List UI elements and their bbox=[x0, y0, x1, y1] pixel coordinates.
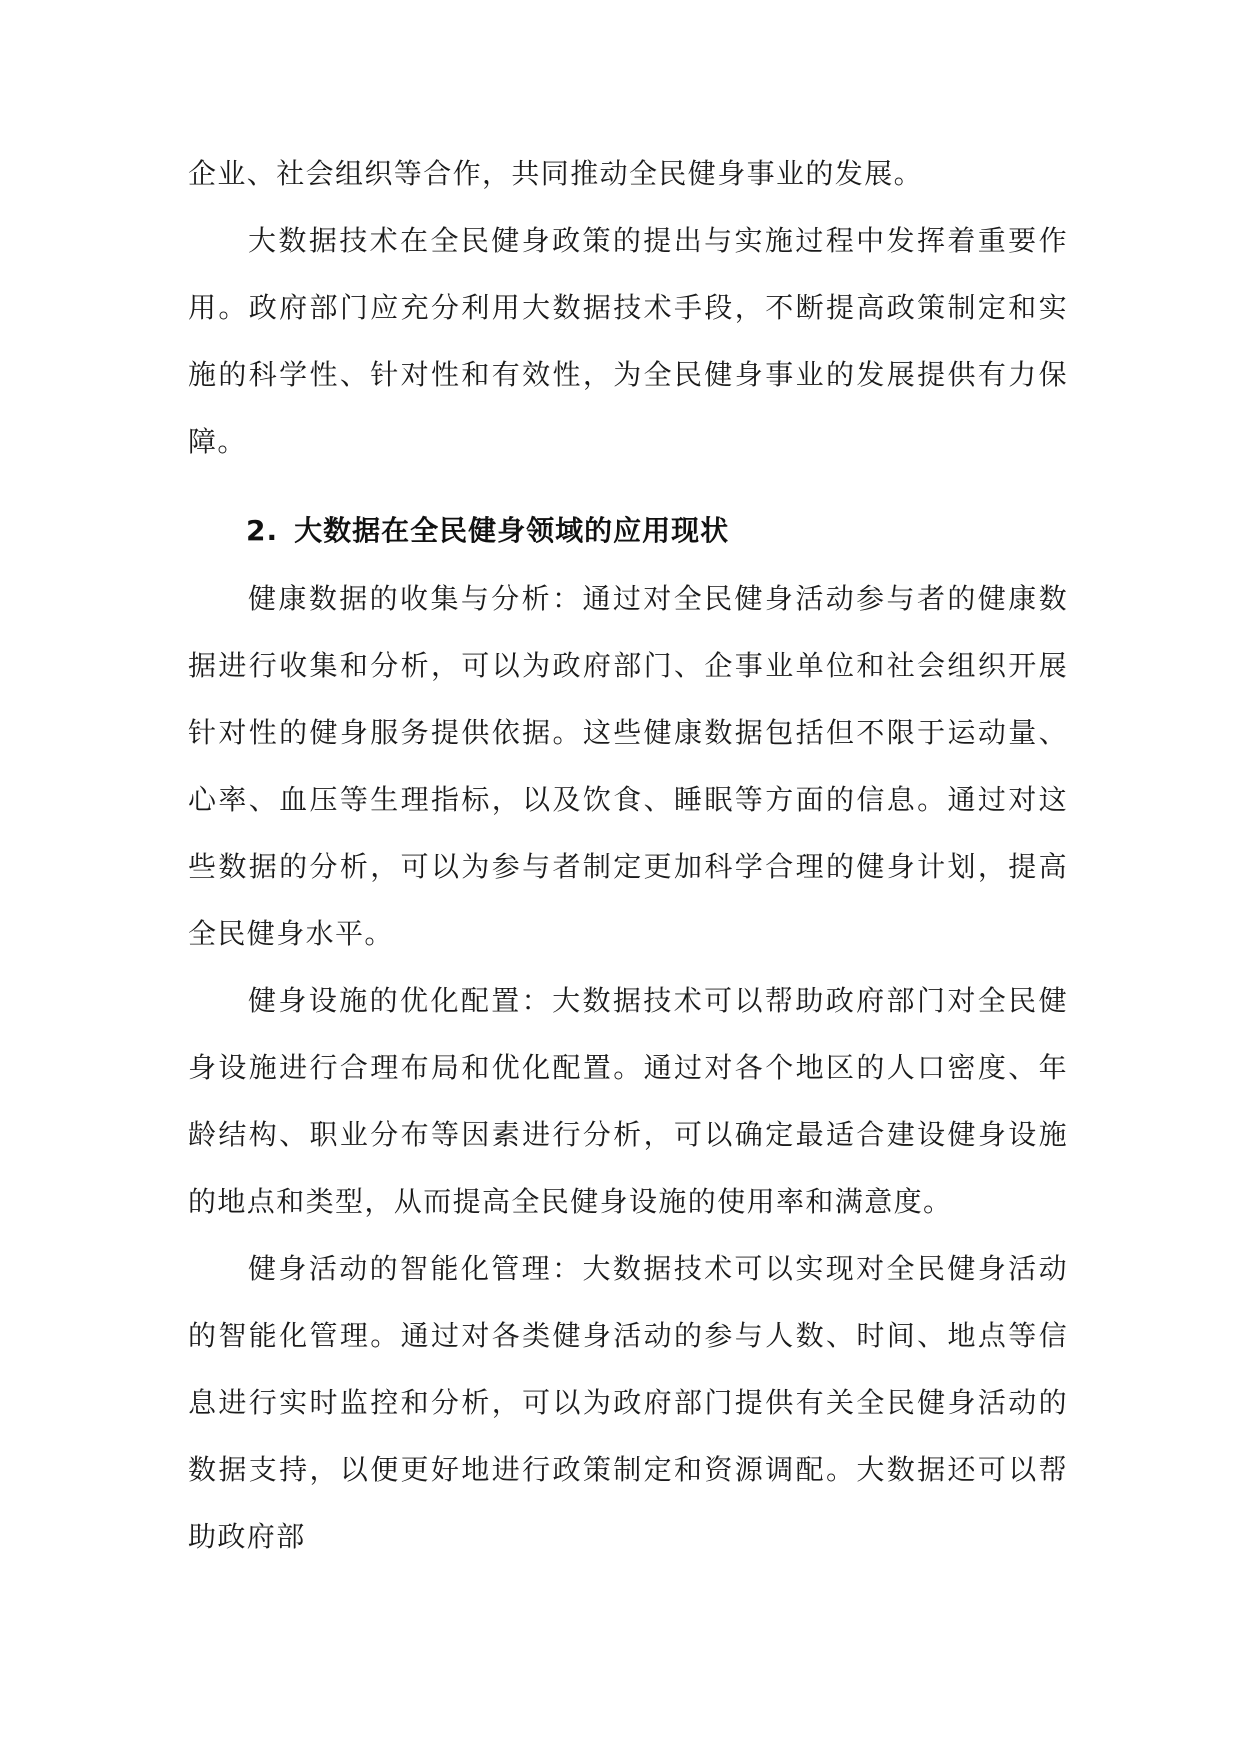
section-title: 大数据在全民健身领域的应用现状 bbox=[294, 514, 730, 547]
paragraph-continuation: 企业、社会组织等合作，共同推动全民健身事业的发展。 bbox=[188, 157, 924, 190]
paragraph-health-data: 健康数据的收集与分析：通过对全民健身活动参与者的健康数据进行收集和分析，可以为政府部门、企事业单位和社会组织开展针对性的健身服务提供依据。这些健康数据包括但不限于运动量、心率、血压等生理指标，以及饮食、睡眠等方面的信息。通过对这些数据的分析，可以为参与者制定更加科学合理的健身计划，提高全民健身水平。 bbox=[188, 582, 1068, 950]
paragraph-bigdata-role: 大数据技术在全民健身政策的提出与实施过程中发挥着重要作用。政府部门应充分利用大数据技术手段，不断提高政策制定和实施的科学性、针对性和有效性，为全民健身事业的发展提供有力保障。 bbox=[188, 224, 1068, 458]
document-body bbox=[188, 140, 1068, 1570]
paragraph-facility-config: 健身设施的优化配置：大数据技术可以帮助政府部门对全民健身设施进行合理布局和优化配置。通过对各个地区的人口密度、年龄结构、职业分布等因素进行分析，可以确定最适合建设健身设施的地点和类型，从而提高全民健身设施的使用率和满意度。 bbox=[188, 984, 1068, 1218]
paragraph-activity-management: 健身活动的智能化管理：大数据技术可以实现对全民健身活动的智能化管理。通过对各类健身活动的参与人数、时间、地点等信息进行实时监控和分析，可以为政府部门提供有关全民健身活动的数据支持，以便更好地进行政策制定和资源调配。大数据还可以帮助政府部 bbox=[188, 1252, 1068, 1553]
section-heading bbox=[188, 503, 1068, 559]
section-number: 2. bbox=[246, 514, 279, 547]
